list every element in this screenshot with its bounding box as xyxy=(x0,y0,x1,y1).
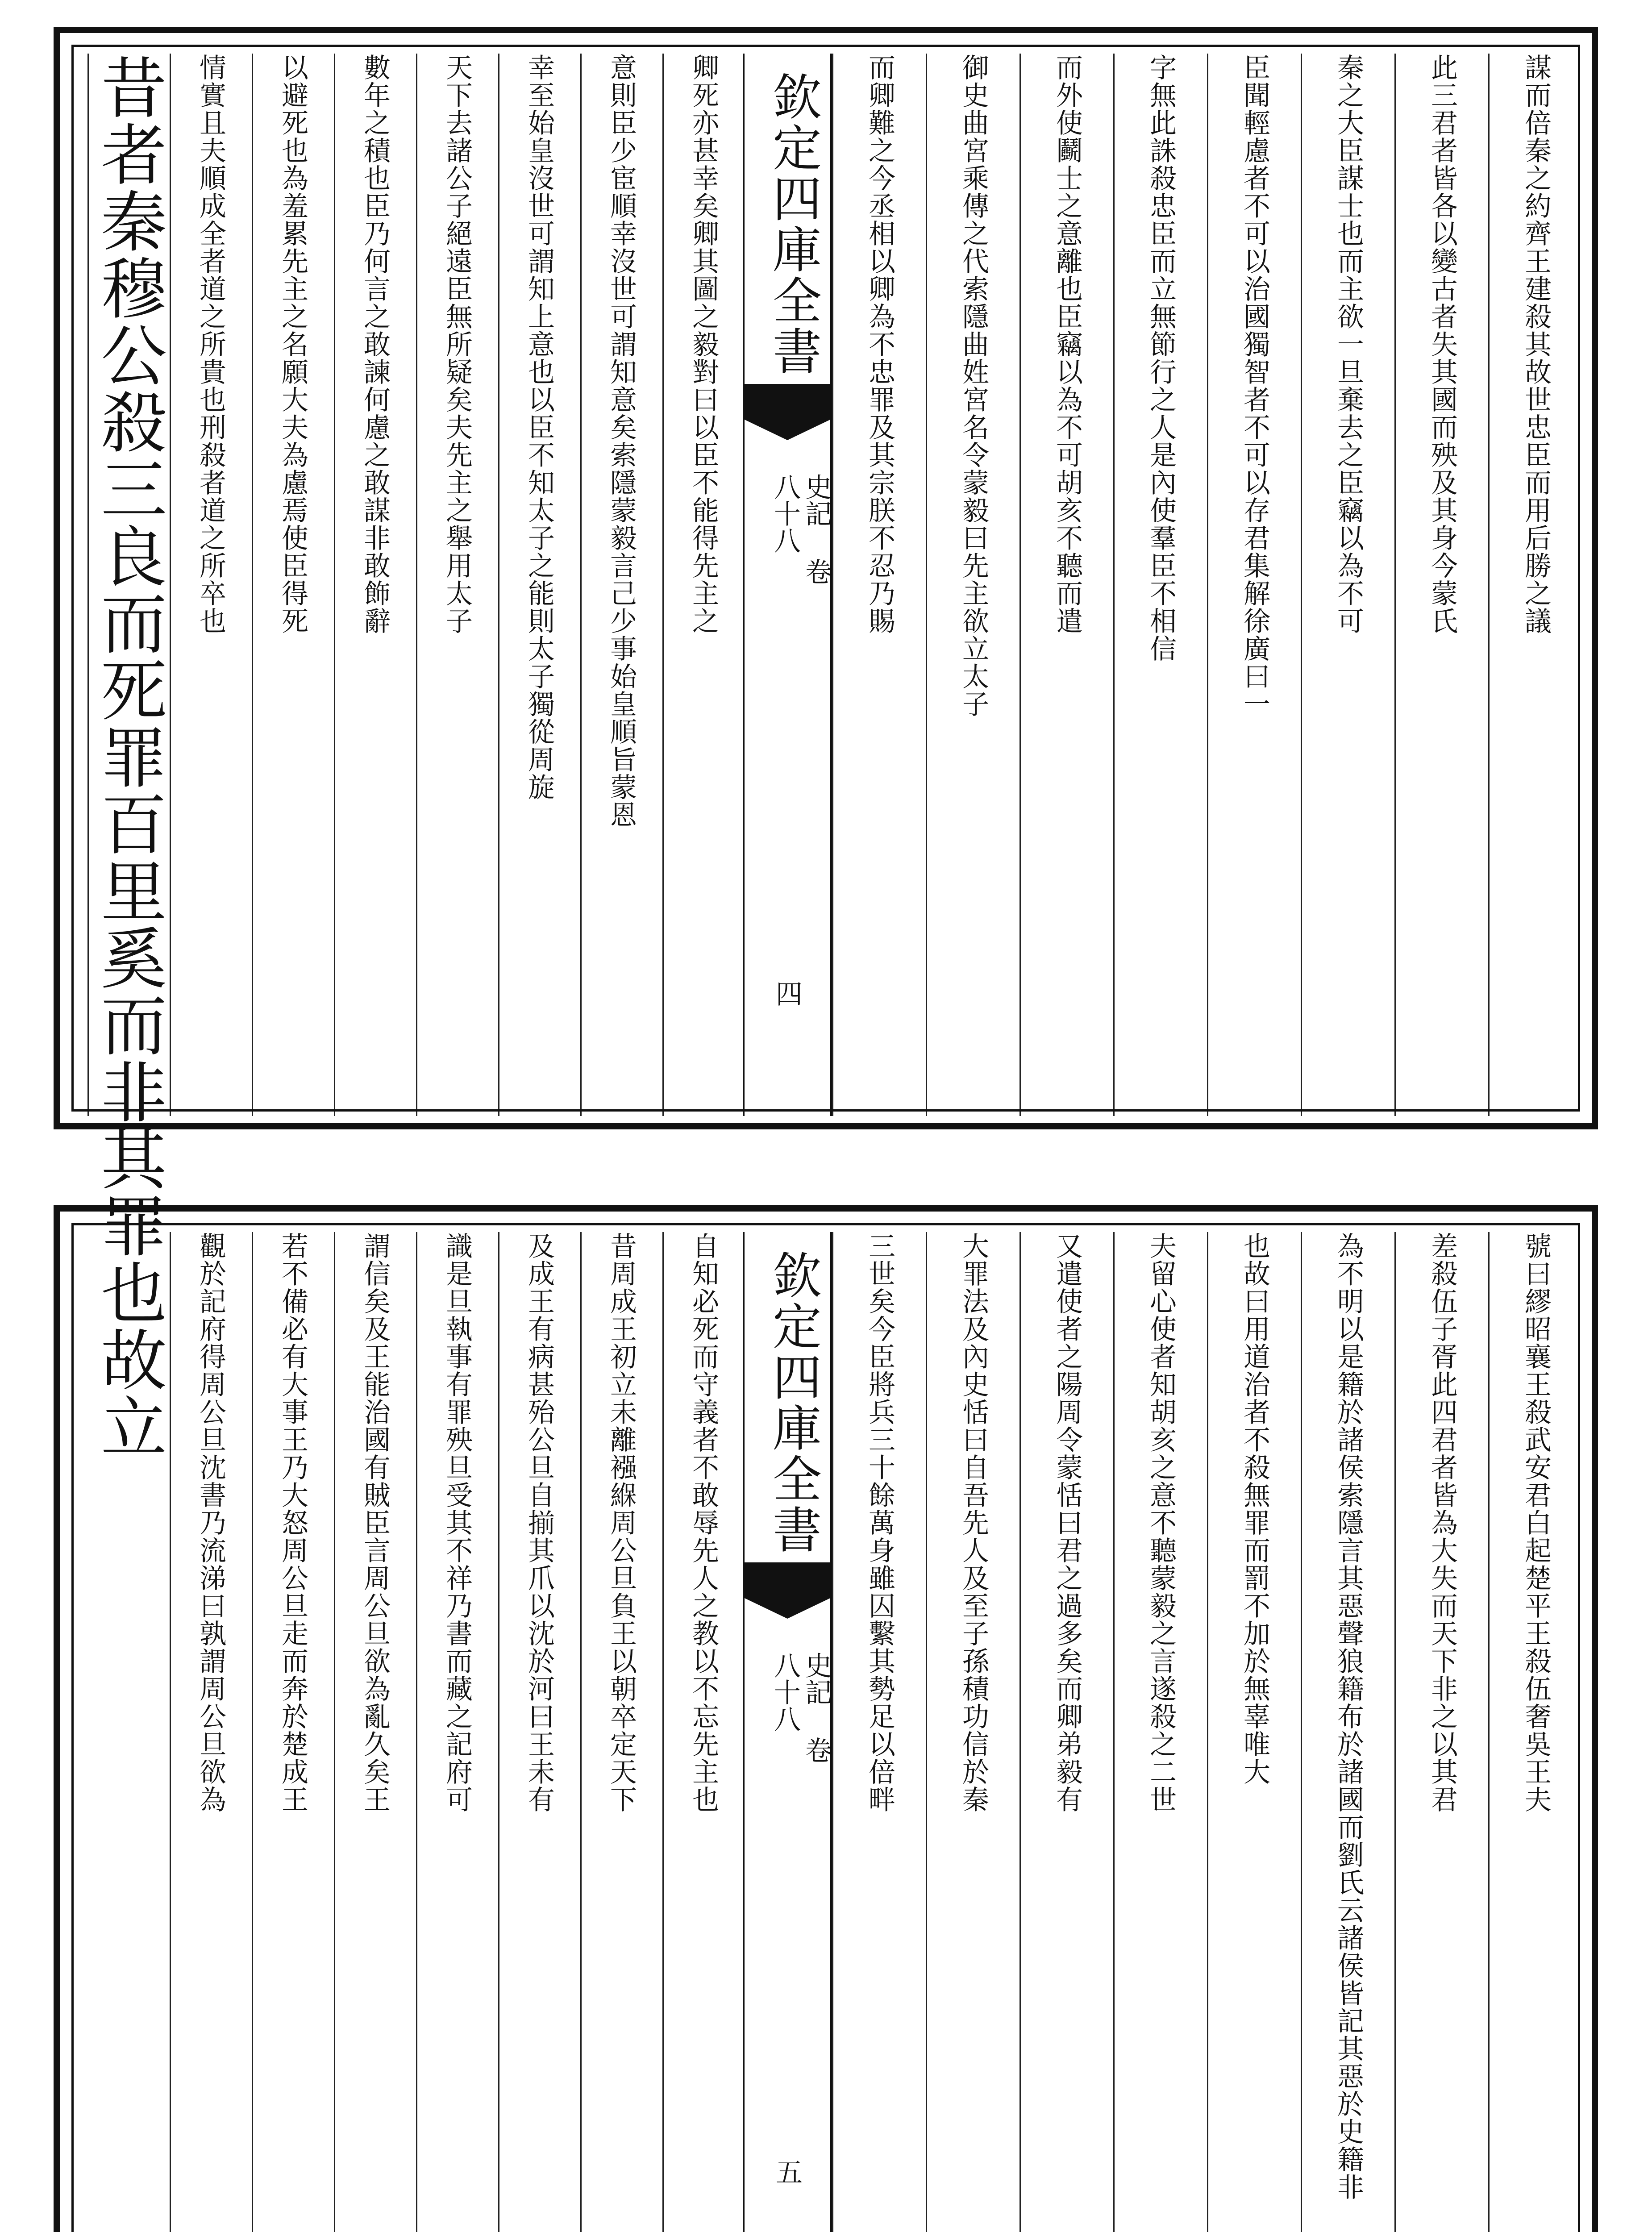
center-gutter xyxy=(743,1232,832,2232)
fish-tail-mark xyxy=(745,384,830,420)
text-column xyxy=(832,54,926,1116)
text-column xyxy=(1394,1232,1488,2232)
column-text: 自知必死而守義者不敢辱先人之教以不忘先主也 xyxy=(688,1232,719,1813)
chapter-label: 史記 卷八十八 xyxy=(770,473,832,585)
column-text: 謀而倍秦之約齊王建殺其故世忠臣而用后勝之議 xyxy=(1520,54,1552,635)
text-column xyxy=(1019,1232,1113,2232)
fish-tail-mark xyxy=(745,1562,830,1598)
leaf-number: 四 xyxy=(776,979,803,1010)
text-column xyxy=(1488,1232,1582,2232)
column-text: 差殺伍子胥此四君者皆為大失而天下非之以其君 xyxy=(1427,1232,1458,1813)
column-text: 昔周成王初立未離襁緥周公旦負王以朝卒定天下 xyxy=(606,1232,637,1813)
text-column xyxy=(252,1232,332,2232)
column-text: 又遣使者之陽周令蒙恬曰君之過多矣而卿弟毅有 xyxy=(1052,1232,1083,1813)
chapter-label: 史記 卷八十八 xyxy=(770,1652,832,1763)
column-text: 此三君者皆各以變古者失其國而殃及其身今蒙氏 xyxy=(1427,54,1458,635)
column-text: 以避死也為羞累先主之名願大夫為慮焉使臣得死 xyxy=(277,54,308,635)
text-column xyxy=(1207,1232,1301,2232)
text-column xyxy=(1019,54,1113,1116)
text-column xyxy=(416,54,496,1116)
column-text: 號曰繆昭襄王殺武安君白起楚平王殺伍奢吳王夫 xyxy=(1520,1232,1552,1813)
column-text: 大罪法及內史恬曰自吾先人及至子孫積功信於秦 xyxy=(958,1232,989,1813)
text-column xyxy=(1488,54,1582,1116)
text-column xyxy=(1113,1232,1207,2232)
column-text: 字無此誅殺忠臣而立無節行之人是內使羣臣不相信 xyxy=(1145,54,1177,662)
text-column xyxy=(1301,1232,1394,2232)
column-text: 而卿難之今丞相以卿為不忠罪及其宗朕不忍乃賜 xyxy=(864,54,895,635)
text-column xyxy=(1113,54,1207,1116)
column-text: 臣聞輕慮者不可以治國獨智者不可以存君集解徐廣曰一 xyxy=(1239,54,1270,718)
column-text: 若不備必有大事王乃大怒周公旦走而奔於楚成王 xyxy=(277,1232,308,1813)
text-column xyxy=(580,1232,661,2232)
text-column xyxy=(1301,54,1394,1116)
text-column xyxy=(334,54,414,1116)
text-column xyxy=(662,1232,743,2232)
collection-title: 欽定四庫全書 xyxy=(765,1250,822,1555)
column-text: 及成王有病甚殆公旦自揃其爪以沈於河曰王未有 xyxy=(524,1232,555,1813)
column-text: 卿死亦甚幸矣卿其圖之毅對曰以臣不能得先主之 xyxy=(688,54,719,635)
column-text: 意則臣少宦順幸沒世可謂知意矣索隱蒙毅言己少事始皇順旨蒙恩 xyxy=(606,54,637,829)
text-column xyxy=(416,1232,496,2232)
text-column xyxy=(926,54,1019,1116)
column-text: 秦之大臣謀士也而主欲一旦棄去之臣竊以為不可 xyxy=(1333,54,1364,635)
text-column xyxy=(252,54,332,1116)
column-text: 數年之積也臣乃何言之敢諫何慮之敢謀非敢飾辭 xyxy=(359,54,391,635)
column-text: 昔者秦穆公殺三良而死罪百里奚而非其罪也故立 xyxy=(90,54,167,1460)
text-column xyxy=(1394,54,1488,1116)
text-column xyxy=(662,54,743,1116)
leaf-number: 五 xyxy=(776,2157,803,2189)
column-text: 識是旦執事有罪殃旦受其不祥乃書而藏之記府可 xyxy=(441,1232,473,1813)
column-text: 情實且夫順成全者道之所貴也刑殺者道之所卒也 xyxy=(195,54,226,635)
text-column xyxy=(170,1232,250,2232)
text-column xyxy=(1207,54,1301,1116)
column-text: 幸至始皇沒世可謂知上意也以臣不知太子之能則太子獨從周旋 xyxy=(524,54,555,801)
text-column xyxy=(580,54,661,1116)
column-text: 而外使鬬士之意離也臣竊以為不可胡亥不聽而遣 xyxy=(1052,54,1083,635)
collection-title: 欽定四庫全書 xyxy=(765,71,822,377)
text-column xyxy=(334,1232,414,2232)
column-text: 天下去諸公子絕遠臣無所疑矣夫先主之舉用太子 xyxy=(441,54,473,635)
column-text: 謂信矣及王能治國有賊臣言周公旦欲為亂久矣王 xyxy=(359,1232,391,1813)
text-column xyxy=(498,54,578,1116)
column-text: 三世矣今臣將兵三十餘萬身雖囚繫其勢足以倍畔 xyxy=(864,1232,895,1813)
column-text: 觀於記府得周公旦沈書乃流涕曰孰謂周公旦欲為 xyxy=(195,1232,226,1813)
text-column xyxy=(170,54,250,1116)
bottom-page xyxy=(54,1205,1598,2232)
text-column xyxy=(926,1232,1019,2232)
text-column xyxy=(832,1232,926,2232)
text-column xyxy=(498,1232,578,2232)
text-column xyxy=(87,54,168,1460)
top-page xyxy=(54,27,1598,1460)
center-gutter xyxy=(743,54,832,1116)
column-text: 也故曰用道治者不殺無罪而罰不加於無辜唯大 xyxy=(1239,1232,1270,1786)
column-text: 御史曲宮乘傳之代索隱曲姓宮名令蒙毅曰先主欲立太子 xyxy=(958,54,989,718)
column-text: 夫留心使者知胡亥之意不聽蒙毅之言遂殺之二世 xyxy=(1145,1232,1177,1813)
column-text: 為不明以是籍於諸侯索隱言其惡聲狼籍布於諸國而劉氏云諸侯皆記其惡於史籍非 xyxy=(1333,1232,1364,2201)
